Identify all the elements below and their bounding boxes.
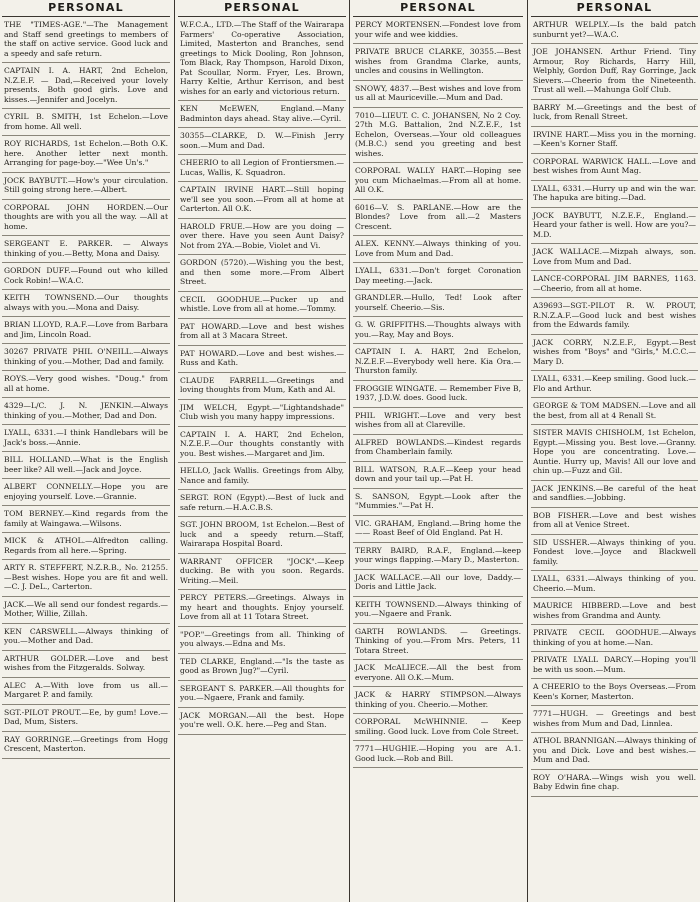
personal-notice: JACK McALIECE.—All the best from everyone. All O.K.—Mum. <box>353 663 523 687</box>
personal-notice: MAURICE HIBBERD.—Love and best wishes from Grandma and Aunty. <box>531 601 698 625</box>
personal-notice: SERGEANT S. PARKER.—All thoughts for you.—Ngaere, Frank and family. <box>178 684 346 708</box>
personal-notice: PERCY MORTENSEN.—Fondest love from your wife and wee kiddies. <box>353 20 523 44</box>
personal-notice: VIC. GRAHAM, England.—Bring home the —— Roast Beef of Old England. Pat H. <box>353 519 523 543</box>
personal-notice: PAT HOWARD.—Love and best wishes from all at 3 Macara Street. <box>178 322 346 346</box>
personal-notice: CORPORAL WALLY HART.—Hoping see you cum Michaelmas.—From all at home. All O.K. <box>353 166 523 200</box>
personal-notice: ARTY R. STEFFERT, N.Z.R.B., No. 21255.—Best wishes. Hope you are fit and well.—C. J. DeL., Carterton. <box>2 563 170 597</box>
personal-notice: 7771—HUGH. — Greetings and best wishes from Mum and Dad, Linnlea. <box>531 709 698 733</box>
personal-notice: JOCK BAYBUTT.—How's your circulation. Still going strong here.—Albert. <box>2 176 170 200</box>
personal-notice: S. SANSON, Egypt.—Look after the "Mummies."—Pat H. <box>353 492 523 516</box>
personal-notice: ALBERT CONNELLY.—Hope you are enjoying yourself. Love.—Grannie. <box>2 482 170 506</box>
personal-notice: BARRY M.—Greetings and the best of luck, from Renall Street. <box>531 103 698 127</box>
personal-notice: TED CLARKE, England.—"Is the taste as good as Brown Jug?"—Cyril. <box>178 657 346 681</box>
personal-notice: ATHOL BRANNIGAN.—Always thinking of you and Dick. Love and best wishes.—Mum and Dad. <box>531 736 698 770</box>
personal-notice: LYALL, 6331.—Keep smiling. Good luck.—Flo and Arthur. <box>531 374 698 398</box>
personal-column-1 <box>2 0 170 902</box>
personal-notice: GRANDLER.—Hullo, Ted! Look after yourself. Cheerio.—Sis. <box>353 293 523 317</box>
personal-notice: HELLO, Jack Wallis. Greetings from Alby, Nance and family. <box>178 466 346 490</box>
personal-notice: SERGT. RON (Egypt).—Best of luck and safe return.—H.A.C.B.S. <box>178 493 346 517</box>
personal-column-2 <box>178 0 346 902</box>
column-divider <box>174 0 175 902</box>
personal-notice: PRIVATE LYALL DARCY.—Hoping you'll be with us soon.—Mum. <box>531 655 698 679</box>
column-divider <box>349 0 350 902</box>
personal-notice: ARTHUR GOLDER.—Love and best wishes from the Fitzgeralds. Solway. <box>2 654 170 678</box>
personal-notice: LYALL, 6331.—I think Handlebars will be Jack's boss.—Annie. <box>2 428 170 452</box>
personal-notice: HAROLD FRUE.—How are you doing —over there. Have you seen Aunt Daisy? Not from 2YA.—Bobie, Violet and Vi. <box>178 222 346 256</box>
personal-notice: GORDON DUFF.—Found out who killed Cock Robin!—W.A.C. <box>2 266 170 290</box>
personal-notice: SERGEANT E. PARKER. — Always thinking of you.—Betty, Mona and Daisy. <box>2 239 170 263</box>
personal-notice: ROYS.—Very good wishes. "Doug." from all at home. <box>2 374 170 398</box>
personal-notice: BOB FISHER.—Love and best wishes from all at Venice Street. <box>531 511 698 535</box>
personal-notice: FROGGIE WINGATE. — Remember Five B, 1937, J.D.W. does. Good luck. <box>353 384 523 408</box>
personal-notice: SGT.-PILOT PROUT.—Ee, by gum! Love.—Dad, Mum, Sisters. <box>2 708 170 732</box>
personal-notice: SNOWY, 4837.—Best wishes and love from us all at Mauriceville.—Mum and Dad. <box>353 84 523 108</box>
personal-notice: 7771—HUGHIE.—Hoping you are A.1. Good luck.—Rob and Bill. <box>353 744 523 768</box>
notice-list <box>178 20 346 735</box>
personal-notice: ROY RICHARDS, 1st Echelon.—Both O.K. here. Another letter next month. Arranging for page-boy.—"Wee Un's." <box>2 139 170 173</box>
personal-notice: CAPTAIN IRVINE HART.—Still hoping we'll see you soon.—From all at home at Carterton. All O.K. <box>178 185 346 219</box>
personal-notice: G. W. GRIFFITHS.—Thoughts always with you.—Ray, May and Boys. <box>353 320 523 344</box>
personal-notice: CORPORAL WARWICK HALL.—Love and best wishes from Aunt Mag. <box>531 157 698 181</box>
personal-notice: CAPTAIN I. A. HART, 2nd Echelon, N.Z.E.F. — Dad,—Received your lovely presents. Both good girls. Love and kisses.—Jennifer and Jocelyn. <box>2 66 170 109</box>
personal-notice: GEORGE & TOM MADSEN.—Love and all the best, from all at 4 Renall St. <box>531 401 698 425</box>
column-heading: PERSONAL <box>353 0 523 17</box>
personal-notice: 6016—V. S. PARLANE.—How are the Blondes? Love from all.—2 Masters Crescent. <box>353 203 523 237</box>
personal-notice: RAY GORRINGE.—Greetings from Hogg Crescent, Masterton. <box>2 735 170 759</box>
personal-notice: JACK WALLACE.—All our love, Daddy.—Doris and Little Jack. <box>353 573 523 597</box>
notice-list <box>353 20 523 768</box>
personal-notice: LANCE-CORPORAL JIM BARNES, 1163.—Cheerio, from all at home. <box>531 274 698 298</box>
personal-notice: BILL WATSON, R.A.F.—Keep your head down and your tail up.—Pat H. <box>353 465 523 489</box>
personal-notice: JACK CORRY, N.Z.E.F., Egypt.—Best wishes from "Boys" and "Girls," M.C.C.—Mary D. <box>531 338 698 372</box>
personal-column-3 <box>353 0 523 902</box>
personal-notice: THE "TIMES-AGE."—The Management and Staff send greetings to members of the staff on active service. Good luck and a speedy and safe return. <box>2 20 170 63</box>
personal-column-4 <box>531 0 698 902</box>
personal-notice: JACK MORGAN.—All the best. Hope you're well. O.K. here.—Peg and Stan. <box>178 711 346 735</box>
notice-list <box>531 20 698 797</box>
personal-notice: TERRY BAIRD, R.A.F., England.—keep your wings flapping.—Mary D., Masterton. <box>353 546 523 570</box>
personal-notice: LYALL, 6331.—Hurry up and win the war. The hapuka are biting.—Dad. <box>531 184 698 208</box>
personal-notice: TOM BERNEY.—Kind regards from the family at Waingawa.—Wilsons. <box>2 509 170 533</box>
personal-notice: SID USSHER.—Always thinking of you. Fondest love.—Joyce and Blackwell family. <box>531 538 698 572</box>
personal-notice: A39693—SGT.-PILOT R. W. PROUT, R.N.Z.A.F.—Good luck and best wishes from the Edwards family. <box>531 301 698 335</box>
personal-notice: ARTHUR WELPLY.—Is the bald patch sunburnt yet?—W.A.C. <box>531 20 698 44</box>
personal-notice: PERCY PETERS.—Greetings. Always in my heart and thoughts. Enjoy yourself. Love from all at 11 Totara Street. <box>178 593 346 627</box>
column-divider <box>527 0 528 902</box>
personal-notice: JACK & HARRY STIMPSON.—Always thinking of you. Cheerio.—Mother. <box>353 690 523 714</box>
personal-notice: PAT HOWARD.—Love and best wishes.—Russ and Kath. <box>178 349 346 373</box>
personal-notice: ALEX. KENNY.—Always thinking of you. Love from Mum and Dad. <box>353 239 523 263</box>
personal-notice: LYALL, 6331.—Always thinking of you. Cheerio.—Mum. <box>531 574 698 598</box>
personal-notice: CECIL GOODHUE.—Pucker up and whistle. Love from all at home.—Tommy. <box>178 295 346 319</box>
personal-notice: SISTER MAVIS CHISHOLM, 1st Echelon, Egypt.—Missing you. Best love.—Granny. Hope you are concentrating. Love.—Auntie. Hurry up, Mavis! All our love and chin up.—Fuzz and Gil. <box>531 428 698 481</box>
column-heading: PERSONAL <box>531 0 698 17</box>
personal-notice: WARRANT OFFICER "JOCK".—Keep ducking. Be with you soon. Regards. Writing.—Meil. <box>178 557 346 591</box>
column-heading: PERSONAL <box>178 0 346 17</box>
personal-notice: CLAUDE FARRELL.—Greetings and loving thoughts from Mum, Kath and Al. <box>178 376 346 400</box>
personal-notice: 30355—CLARKE, D. W.—Finish Jerry soon.—Mum and Dad. <box>178 131 346 155</box>
personal-notice: JACK.—We all send our fondest regards.—Mother, Willie, Zillah. <box>2 600 170 624</box>
personal-notice: JOE JOHANSEN. Arthur Friend. Tiny Armour, Roy Richards, Harry Hill, Welphly, Gordon Duff, Ray Gorringe, Jack Sievers.—Cheerio from the Nineteenth. Trust all well.—Mahunga Golf Club. <box>531 47 698 100</box>
personal-notice: JACK JENKINS.—Be careful of the heat and sandflies.—Jobbing. <box>531 484 698 508</box>
personal-notice: LYALL, 6331.—Don't forget Coronation Day meeting.—Jack. <box>353 266 523 290</box>
personal-notice: CAPTAIN I. A. HART, 2nd Echelon, N.Z.E.F.—Everybody well here. Kia Ora.—Thurston family. <box>353 347 523 381</box>
personal-notice: PRIVATE BRUCE CLARKE, 30355.—Best wishes from Grandma Clarke, aunts, uncles and cousins in Wellington. <box>353 47 523 81</box>
personal-notice: CORPORAL JOHN HORDEN.—Our thoughts are with you all the way. —All at home. <box>2 203 170 237</box>
personal-notice: CORPORAL McWHINNIE. — Keep smiling. Good luck. Love from Cole Street. <box>353 717 523 741</box>
personal-notice: 7010—LIEUT. C. C. JOHANSEN, No 2 Coy. 27th M.G. Battalion, 2nd N.Z.E.F., 1st Echelon, Overseas.—Your old colleagues (M.B.C.) send you greeting and best wishes. <box>353 111 523 164</box>
personal-notice: 4329—L/C. J. N. JENKIN.—Always thinking of you.—Mother, Dad and Don. <box>2 401 170 425</box>
personal-notice: CAPTAIN I. A. HART, 2nd Echelon, N.Z.E.F.—Our thoughts constantly with you. Best wishes.—Margaret and Jim. <box>178 430 346 464</box>
personal-notice: "POP."—Greetings from all. Thinking of you always.—Edna and Ms. <box>178 630 346 654</box>
personal-notice: KEN CARSWELL.—Always thinking of you.—Mother and Dad. <box>2 627 170 651</box>
personal-notice: ROY O'HARA.—Wings wish you well. Baby Edwin fine chap. <box>531 773 698 797</box>
personal-notice: PRIVATE CECIL GOODHUE.—Always thinking of you at home.—Nan. <box>531 628 698 652</box>
personal-notice: IRVINE HART.—Miss you in the morning.—Keen's Korner Staff. <box>531 130 698 154</box>
personal-notice: JIM WELCH, Egypt.—"Lightandshade" Club wish you many happy impressions. <box>178 403 346 427</box>
notice-list <box>2 20 170 759</box>
personal-notice: PHIL WRIGHT.—Love and very best wishes from all at Clareville. <box>353 411 523 435</box>
personal-notice: BRIAN LLOYD, R.A.F.—Love from Barbara and Jim, Lincoln Road. <box>2 320 170 344</box>
personal-notice: JACK WALLACE.—Mizpah always, son. Love from Mum and Dad. <box>531 247 698 271</box>
personal-notice: KEITH TOWNSEND.—Always thinking of you.—Ngaere and Frank. <box>353 600 523 624</box>
personal-notice: A CHEERIO to the Boys Overseas.—From Keen's Korner, Masterton. <box>531 682 698 706</box>
column-heading: PERSONAL <box>2 0 170 17</box>
personal-notice: KEN McEWEN, England.—Many Badminton days ahead. Stay alive.—Cyril. <box>178 104 346 128</box>
personal-notice: CYRIL B. SMITH, 1st Echelon.—Love from home. All well. <box>2 112 170 136</box>
personal-notice: W.F.C.A., LTD.—The Staff of the Wairarapa Farmers' Co-operative Association, Limited, Masterton and Branches, send greetings to Mick Dooling, Ron Johnson, Tom Black, Ray Thompson, Harold Dixon, Pat Scoullar, Norm. Fryer, Les. Brown, Harry Keltie, Arthur Kerrison, and best wishes for an early and victorious return. <box>178 20 346 101</box>
personal-notice: ALFRED BOWLANDS.—Kindest regards from Chamberlain family. <box>353 438 523 462</box>
personal-notice: ALEC A.—With love from us all.—Margaret P. and family. <box>2 681 170 705</box>
personal-notice: KEITH TOWNSEND.—Our thoughts always with you.—Mona and Daisy. <box>2 293 170 317</box>
personal-notice: GORDON (5720).—Wishing you the best, and then some more.—From Albert Street. <box>178 258 346 292</box>
personal-notice: SGT. JOHN BROOM, 1st Echelon.—Best of luck and a speedy return.—Staff, Wairarapa Hospital Board. <box>178 520 346 554</box>
personal-notice: BILL HOLLAND.—What is the English beer like? All well.—Jack and Joyce. <box>2 455 170 479</box>
personal-notice: 30267 PRIVATE PHIL O'NEILL.—Always thinking of you.—Mother, Dad and family. <box>2 347 170 371</box>
personal-notice: MICK & ATHOL.—Alfredton calling. Regards from all here.—Spring. <box>2 536 170 560</box>
personal-notice: CHEERIO to all Legion of Frontiersmen.—Lucas, Wallis, K. Squadron. <box>178 158 346 182</box>
personal-notice: JOCK BAYBUTT, N.Z.E.F., England.—Heard your father is well. How are you?—M.D. <box>531 211 698 245</box>
personal-notice: GARTH ROWLANDS. — Greetings. Thinking of you.—From Mrs. Peters, 11 Totara Street. <box>353 627 523 661</box>
